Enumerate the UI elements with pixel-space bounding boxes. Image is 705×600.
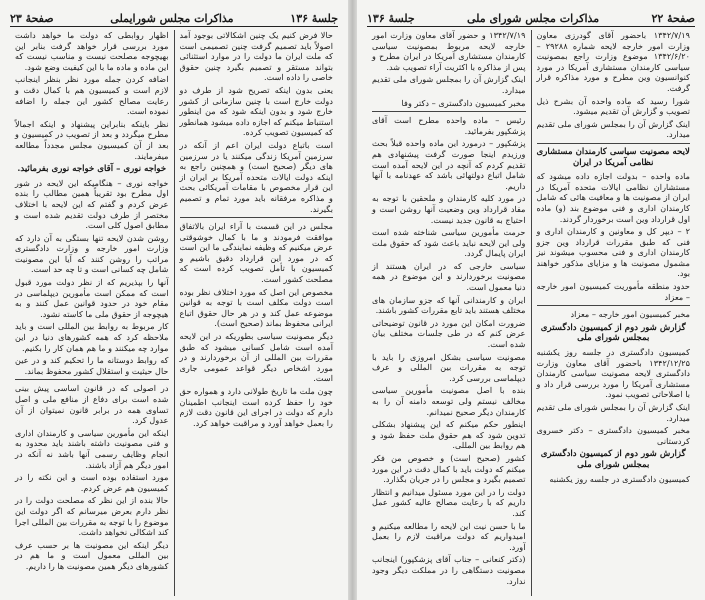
left-page-columns bbox=[10, 30, 338, 596]
left-page-left-column bbox=[10, 30, 174, 596]
paragraph: حدود منطقه مأموریت کمیسیون امور خارجه – معزاد bbox=[536, 281, 690, 302]
paragraph: ما با حسن نیت این لایحه را مطالعه میکنیم و امیدواریم که دولت مراقبت لازم را بعمل آورد. bbox=[372, 520, 526, 552]
paragraph: کمیسیون دادگستری در جلسه روز یکشنبه bbox=[549, 473, 690, 484]
paragraph: پزشکپور – درمورد این ماده واحده قبلاً بحث ورزیدم اینجا صورت گرفت پیشنهادی هم تقدیم کردم که آنچه در این لایحه آمده است شامل اتباع دولتهائی باشد که عهدنامه با آنها داریم. bbox=[372, 138, 526, 191]
right-page-session: جلسهٔ ۱۳۶ bbox=[367, 11, 415, 25]
paragraph: مخبر کمیسیون دادگستری – دکتر وفا bbox=[401, 97, 526, 108]
divider bbox=[537, 305, 691, 306]
paragraph: رئیس – ماده واحده مطرح است آقای پزشکپور بفرمائید. bbox=[372, 115, 526, 136]
paragraph: یعنی بدون اینکه تصریح شود از طرف دو دولت خارج است با چنین سازمانی از کشور خارج شود و بدون اینکه شود که من اینطور استنباط میکنم که اجازه داده میشود همانطور که کمیسیون تصویب کرده. bbox=[179, 84, 333, 138]
book-gutter bbox=[348, 0, 357, 600]
paragraph: است باتباع دولت ایران اعم از آنکه در سرزمین آمریکا زندگی میکنند یا در سرزمین های دیگر (صحیح است) و همچنین راجع به اینکه دولت ایالات متحده آمریکا بر ایران از این قرار مخصوص با مقامات آمریکائی بحث و مذاکره مرفقانه باید مورد تمام و تصمیم بگیرند. bbox=[179, 139, 333, 214]
paragraph: آنها را بپذیریم که از نظر دولت مورد قبول است که ممکن است مأمورین دیپلماسی در مقام خود در حدود قوانین عمل کنند و به هیچوجه از حقوق ملی ما کاسته نشود. bbox=[15, 277, 169, 319]
paragraph: شورا رسید که ماده واحده آن بشرح ذیل تصویب و گزارش آن تقدیم میشود. bbox=[536, 95, 690, 117]
paragraph: حرمت مأمورین سیاسی شناخته شده است ولی این لایحه نباید باعث شود که حقوق ملت ایران پایمال گردد. bbox=[372, 227, 526, 259]
paragraph: اینک گزارش آن را بمجلس شورای ملی تقدیم میدارد. bbox=[372, 74, 526, 95]
left-page-header bbox=[10, 10, 338, 27]
paragraph: مورد استفاده بوده است و این نکته را در کمیسیون هم عرض کردم. bbox=[15, 472, 169, 493]
paragraph: کمیسیون دادگستری در جلسه روز یکشنبه ۱۳۴۲/۱۲/۲۵ باحضور آقای معاون وزارت دادگستری لایحه مصونیت سیاسی کارمندان مستشاری آمریکا را مورد بررسی قرار داد و با اصلاحاتی تصویب نمود. bbox=[536, 347, 690, 400]
paragraph: مخبر کمیسیون امور خارجه – معزاد bbox=[570, 309, 690, 320]
paragraph: دولت را در این مورد مسئول میدانیم و انتظار داریم که با رعایت مصالح عالیه کشور عمل کند. bbox=[372, 486, 526, 518]
paragraph: در اصولی که در قانون اساسی پیش بینی شده است برای دفاع از منافع ملی و اصل تساوی همه در برابر قانون نمیتوان از آن عدول کرد. bbox=[15, 383, 169, 426]
paragraph: چون ملت ما تاریخ طولانی دارد و همواره حق خود را حفظ کرده است اینجانب اطمینان دارم که دولت در اجرای این قانون دقت لازم را بعمل خواهد آورد و مراقبت خواهد کرد. bbox=[179, 386, 333, 428]
paragraph: سیاسی خارجی که در ایران هستند از مصونیت برخوردارند و این موضوع در همه دنیا معمول است. bbox=[372, 260, 526, 293]
right-page-number: صفحهٔ ۲۲ bbox=[651, 11, 695, 25]
report-heading: گزارش شور دوم از کمیسیون دادگستری بمجلس شورای ملی bbox=[540, 449, 686, 470]
left-page-right-column bbox=[175, 30, 339, 596]
right-page-columns bbox=[367, 30, 695, 596]
report-heading: گزارش شور دوم از کمیسیون دادگستری بمجلس شورای ملی bbox=[540, 322, 686, 344]
paragraph: ۱۳۴۲/۷/۱۹ باحضور آقای گودرزی معاون وزارت امور خارجه لایحه شماره ۲۹۲۸۸ – ۱۳۴۲/۶/۲۰ موضوع وزارت راجع بمصونیت سیاسی کارمندان مستشاری آمریکا در مورد کنوانسیون وین مطرح و مورد مذاکره قرار گرفت. bbox=[536, 30, 690, 93]
right-page-header bbox=[367, 10, 695, 27]
paragraph: حالا فرض کنیم یک چنین اشکالاتی بوجود آمد اصولاً باید تصمیم گرفت چنین تصمیمی است که ملت ایران ما دولت را در موارد استثنائی بتواند مستقر و تصمیم بگیرد چنین حقوق خاصی را داده است. bbox=[179, 30, 333, 83]
paragraph: اظهار روابطی که دولت ما خواهد داشت مورد بررسی قرار خواهد گرفت بنابر این بهیچوجه مصلحت نیست و مناسب نیست که این ماده و ماده ما با این کیفیت وضع شود. bbox=[15, 30, 169, 72]
divider bbox=[15, 379, 169, 380]
divider bbox=[180, 217, 334, 218]
paragraph: کار مربوط به روابط بین المللی است و باید ملاحظه کرد که همه کشورهای دنیا در این موارد چه میکنند و ما هم همان کار را بکنیم. bbox=[15, 321, 169, 353]
left-page-number: صفحهٔ ۲۳ bbox=[10, 11, 54, 25]
paragraph: اینک گزارش آن را بمجلس شورای ملی تقدیم میدارد. bbox=[536, 118, 690, 140]
paragraph: مصونیت سیاسی بشکل امروزی را باید با توجه به مقررات بین المللی و عرف دیپلماسی بررسی کرد. bbox=[372, 351, 526, 383]
paragraph: اضافه کردن جمله مورد نظر بنظر اینجانب لازم است و کمیسیون هم با کمال دقت و رعایت مصالح کشور این جمله را اضافه نموده است. bbox=[15, 74, 169, 117]
paragraph: در مورد کلیه کارمندان و ملحقین با توجه به مفاد قرارداد وین وضعیت آنها روشن است و احتیاج به قانون جدید نیست. bbox=[372, 193, 526, 225]
paragraph: اینطور حکم میکنم که این پیشنهاد بشکلی تدوین شود که هم حقوق ملت حفظ شود و هم روابط بین المللی. bbox=[372, 419, 526, 451]
paragraph: بنده با اصل مصونیت مأمورین سیاسی مخالف نیستم ولی توسعه دامنه آن را به کارمندان دیگر صحیح نمیدانم. bbox=[372, 385, 526, 417]
paragraph: ۲ – دیپر کل و معاونین و کارمندان اداری و فنی که طبق مقررات قرارداد وین جزو کارمندان اداری و فنی محسوب میشوند نیز مشمول مصونیت ها و مزایای مذکور خواهند بود. bbox=[536, 226, 690, 279]
paragraph: مخبر کمیسیون دادگستری – دکتر خسروی کردستانی bbox=[536, 425, 690, 446]
paragraph: اینکه این مأمورین سیاسی و کارمندان اداری و فنی مصونیت داشته باشند باید محدود به انجام وظایف رسمی آنها باشد نه آنکه در امور دیگر هم آزاد باشند. bbox=[15, 427, 169, 470]
speaker-heading: خواجه نوری – آقای خواجه نوری بفرمائید. bbox=[17, 164, 167, 175]
column-rule bbox=[531, 30, 532, 596]
paragraph: (دکتر کنعانی – جناب آقای پزشکپور) اینجانب مصونیت دستگاهی را در مملکت دیگر وجود ندارد. bbox=[372, 554, 526, 586]
paragraph: نظر باینکه بنابراین پیشنهاد و اینکه اجمالاً مطرح میگردد و بعد از تصویب در کمیسیون و بعد از آن کمیسیون مجلس مجدداً مطالعه میفرمایند. bbox=[15, 118, 169, 161]
paragraph: اینک گزارش آن را بمجلس شورای ملی تقدیم میدارد. bbox=[536, 402, 690, 423]
paragraph: دیگر اینکه این مصونیت ها بر حسب عرف بین المللی معمول است و ما هم در کشورهای دیگر همین مصونیت ها را داریم. bbox=[15, 539, 169, 571]
paragraph: دیگر مصونیت سیاسی بطوریکه در این لایحه آمده است شامل کسانی میشود که طبق مقررات بین المللی از آن برخوردارند و در مورد اشخاص دیگر قواعد عمومی جاری است. bbox=[179, 331, 333, 384]
paragraph: روشن شدن لایحه تنها بستگی به آن دارد که وزارت امور خارجه و وزارت دادگستری مراتب را روشن کنند که آیا این مصونیت شامل چه کسانی است و تا چه حد است. bbox=[15, 232, 169, 275]
paragraph: حالا بنده از این نظر که مصلحت دولت را در نظر دارم بعرض میرسانم که اگر دولت این موضوع را با توجه به مقررات بین المللی اجرا کند اشکالی نخواهد داشت. bbox=[15, 495, 169, 538]
paragraph: مجلس در این قسمت با آراء ایران بالاتفاق موافقت فرمودند و ما با کمال خوشوقتی عرض میکنیم که وظیفه نمایندگی ما این است که در مورد این قرارداد دقیق باشیم و کمیسیون با تأمل تصویب کرده است که مصلحت کشور است. bbox=[179, 221, 333, 285]
divider bbox=[537, 143, 691, 144]
paragraph: کشور (صحیح است) و خصوص من فکر میکنم که دولت باید با کمال دقت در این مورد تصمیم بگیرد و مجلس را در جریان بگذارد. bbox=[372, 452, 526, 485]
paragraph: که روابط دوستانه ما را تحکیم کند و در عین حال حیثیت و استقلال کشور محفوظ بماند. bbox=[15, 355, 169, 376]
divider bbox=[372, 111, 526, 112]
paragraph: مخصوص این اصل که مورد اختلاف نظر بوده است دولت مکلف است با توجه به قوانین موضوعه عمل کند و در هر حال حقوق اتباع ایرانی محفوظ بماند (صحیح است). bbox=[179, 286, 333, 329]
left-page-title: مذاکرات مجلس شورایملی bbox=[110, 11, 234, 25]
paragraph: خواجه نوری – هنگامیکه این لایحه در شور اول مطرح بود تقریباً همین مطالب را بنده عرض کردم و گفتم که این لایحه با اختلاف مختصر از طرف دولت تقدیم شده است و مطابق اصول کلی است. bbox=[15, 177, 169, 231]
bill-heading: لایحه مصونیت سیاسی کارمندان مستشاری نظامی آمریکا در ایران bbox=[536, 146, 690, 168]
right-page bbox=[357, 0, 705, 600]
paragraph: ضرورت امکان این مورد در قانون توضیحاتی عرض کنم که در طی جلسات مختلف بیان شده است. bbox=[372, 317, 526, 350]
right-page-title: مذاکرات مجلس شورای ملی bbox=[467, 11, 600, 25]
right-page-left-column bbox=[367, 30, 531, 596]
paragraph: ایران و کارمندانی آنها که جزو سازمان های مختلف هستند باید تابع مقررات کشور باشند. bbox=[372, 294, 526, 316]
left-page-session: جلسهٔ ۱۳۶ bbox=[290, 11, 338, 25]
right-page-right-column bbox=[532, 30, 696, 596]
column-rule bbox=[174, 30, 175, 596]
paragraph: ماده واحده – بدولت اجازه داده میشود که مستشاران نظامی ایالات متحده آمریکا در ایران از مصونیت ها و معافیت هائی که شامل کارمندان اداری و فنی موضوع بند (و) ماده اول قرارداد وین است برخوردار گردند. bbox=[536, 171, 690, 224]
left-page bbox=[0, 0, 348, 600]
paragraph: ۱۳۴۲/۷/۱۹ و حضور آقای معاون وزارت امور خارجه لایحه مربوط بمصونیت سیاسی کارمندان مستشاری آمریکا در ایران مطرح و پس از مذاکره با اکثریت آراء تصویب شد. bbox=[372, 30, 526, 72]
